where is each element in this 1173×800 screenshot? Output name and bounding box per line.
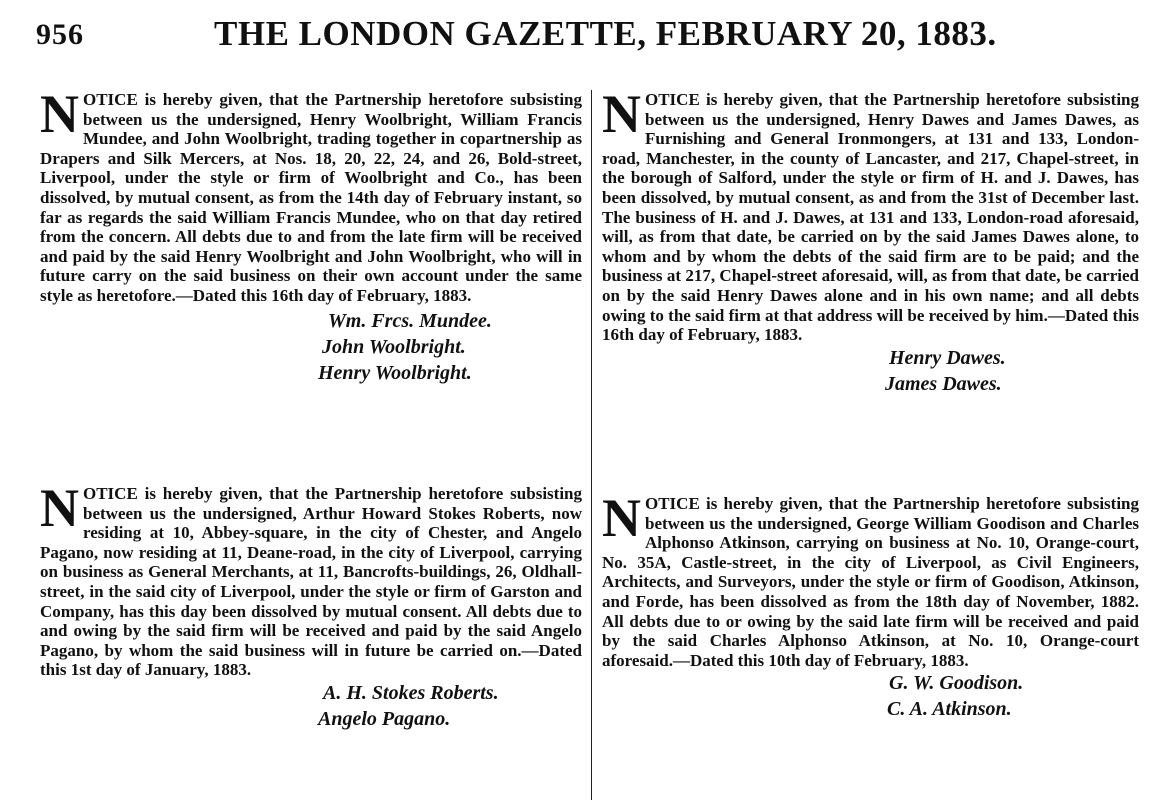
signature: John Woolbright. — [322, 335, 466, 358]
notice-dawes — [602, 84, 1139, 397]
notice-goodison — [602, 488, 1139, 722]
signature: G. W. Goodison. — [889, 672, 1024, 695]
drop-cap: N — [602, 84, 641, 144]
notice-text: OTICE is hereby given, that the Partnership heretofore subsisting between us the undersigned, Arthur Howard Stokes Roberts, now residing at 10, Abbey-square, in the city of Chester, and Angelo Pagano, now residing at 11, Deane-road, in the city of Liverpool, carrying on business as General Merchants, at 11, Bancrofts-buildings, 26, Oldhall-street, in the said city of Liverpool, under the style or firm of Garston and Company, has this day been dissolved by mutual consent. All debts due to and owing by the said firm will be received and paid by the said Angelo Pagano, by whom the said business will in future be carried on.—Dated this 1st day of January, 1883. — [40, 484, 582, 680]
signature-block — [602, 670, 1139, 722]
signature: Angelo Pagano. — [318, 707, 451, 730]
notice-woolbright — [40, 84, 582, 386]
signature: Henry Dawes. — [889, 346, 1006, 369]
signature-block — [40, 308, 582, 386]
signature: A. H. Stokes Roberts. — [323, 681, 499, 704]
notice-text: OTICE is hereby given, that the Partnership heretofore subsisting between us the undersigned, Henry Woolbright, William Francis Mundee, and John Woolbright, trading together in copartnership as Drapers and Silk Mercers, at Nos. 18, 20, 22, 24, and 26, Bold-street, Liverpool, under the style or firm of Woolbright and Co., has been dissolved, by mutual consent, as from the 14th day of February instant, so far as regards the said William Francis Mundee, who on that day retired from the concern. All debts due to and from the late firm will be received and paid by the said Henry Woolbright and John Woolbright, who will in future carry on the said business on their own account under the same style as heretofore.—Dated this 16th day of February, 1883. — [40, 90, 582, 305]
notice-garston — [40, 478, 582, 732]
drop-cap: N — [40, 84, 79, 144]
notice-body — [40, 84, 582, 306]
notice-text: OTICE is hereby given, that the Partnership heretofore subsisting between us the undersigned, Henry Dawes and James Dawes, as Furnishing and General Ironmongers, at 131 and 133, London-road, Manchester, in the county of Lancaster, and 217, Chapel-street, in the borough of Salford, under the style or firm of H. and J. Dawes, has been dissolved, by mutual consent, as and from the 31st of December last. The business of H. and J. Dawes, at 131 and 133, London-road aforesaid, will, as from that date, be carried on by the said James Dawes alone, to whom and by whom the debts of the said firm are to be paid; and the business at 217, Chapel-street aforesaid, will, as from that date, be carried on by the said Henry Dawes alone and in his own name; and all debts owing to the said firm at that address will be received by him.—Dated this 16th day of February, 1883. — [602, 90, 1139, 345]
notice-body — [602, 84, 1139, 345]
notice-text: OTICE is hereby given, that the Partnership heretofore subsisting between us the undersigned, George William Goodison and Charles Alphonso Atkinson, carrying on business at No. 10, Orange-court, No. 35A, Castle-street, in the city of Liverpool, as Civil Engineers, Architects, and Surveyors, under the style or firm of Goodison, Atkinson, and Forde, has been dissolved as from the 18th day of November, 1882. All debts due to or owing by the said late firm will be received and paid by the said Charles Alphonso Atkinson, at No. 10, Orange-court aforesaid.—Dated this 10th day of February, 1883. — [602, 494, 1139, 670]
page-number: 956 — [36, 18, 84, 51]
signature: Wm. Frcs. Mundee. — [328, 309, 492, 332]
signature-block — [602, 345, 1139, 397]
gazette-title: THE LONDON GAZETTE, FEBRUARY 20, 1883. — [214, 14, 997, 53]
drop-cap: N — [602, 488, 641, 548]
signature-block — [40, 680, 582, 732]
page-header — [0, 0, 1173, 70]
notice-body — [602, 488, 1139, 670]
notice-body — [40, 478, 582, 680]
signature: Henry Woolbright. — [318, 361, 472, 384]
drop-cap: N — [40, 478, 79, 538]
signature: James Dawes. — [885, 372, 1002, 395]
signature: C. A. Atkinson. — [887, 698, 1012, 721]
